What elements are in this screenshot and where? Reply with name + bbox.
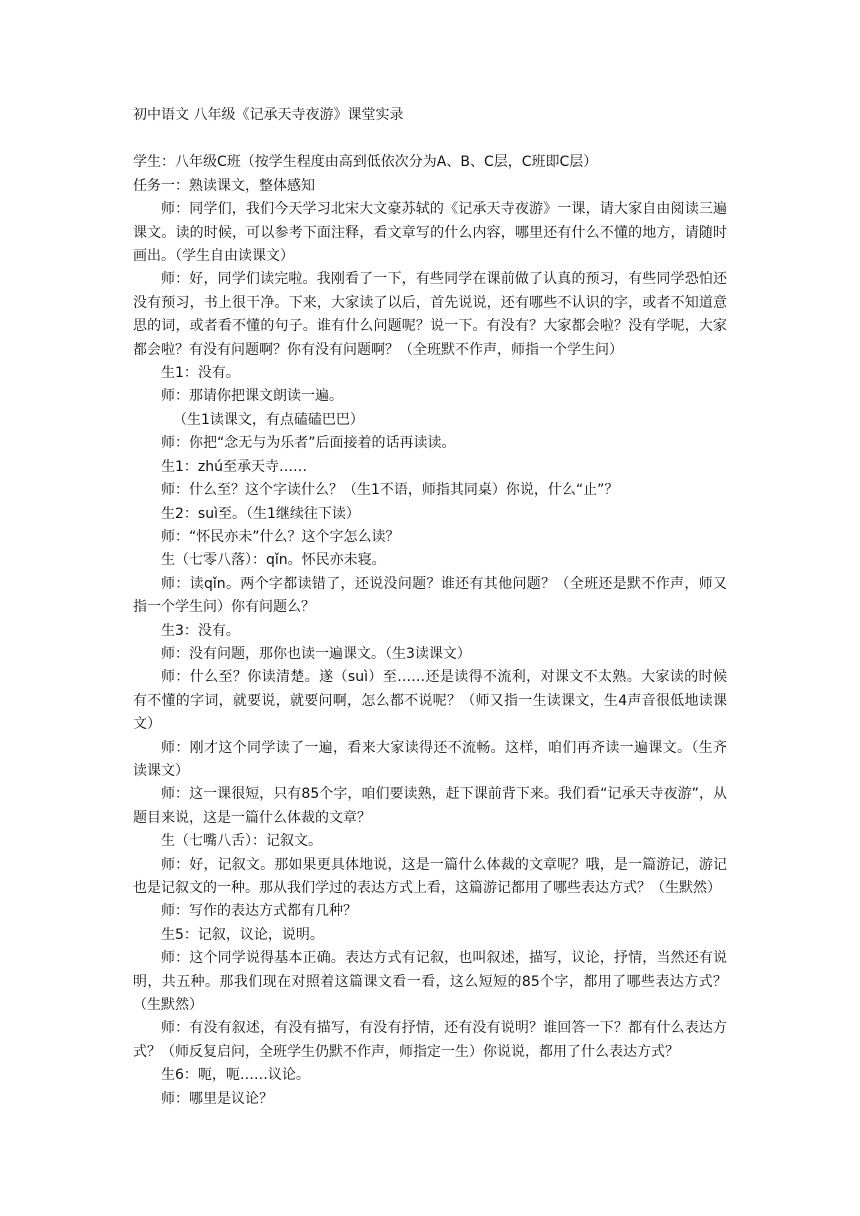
paragraph: 师：什么至？你读清楚。遂（suì）至……还是读得不流利，对课文不太熟。大家读的时候有不懂的字词，就要说，就要问啊，怎么都不说呢？（师又指一生读课文，生4声音很低地读课文） (133, 669, 727, 733)
paragraph: 生5：记叙，议论，说明。 (161, 926, 324, 943)
stage-direction: （生1读课文，有点磕磕巴巴） (173, 411, 364, 428)
paragraph: 师：刚才这个同学读了一遍，看来大家读得还不流畅。这样，咱们再齐读一遍课文。（生齐读课文） (133, 739, 727, 779)
paragraph: 师：读qǐn。两个字都读错了，还说没问题？谁还有其他问题？（全班还是默不作声，师又指一个学生问）你有问题么？ (133, 575, 727, 616)
paragraph: 生3：没有。 (161, 622, 240, 639)
document-body (133, 104, 727, 1111)
document-title: 初中语文 八年级《记承天寺夜游》课堂实录 (133, 107, 404, 123)
paragraph: 师：这一课很短，只有85个字，咱们要读熟，赶下课前背下来。我们看“记承天寺夜游”，从题目来说，这是一篇什么体裁的文章？ (133, 786, 727, 826)
paragraph: 生1：zhú至承天寺…… (161, 458, 308, 475)
paragraph: 生（七嘴八舌）：记叙文。 (161, 833, 322, 850)
paragraph: 生（七零八落）：qǐn。怀民亦未寝。 (161, 552, 386, 569)
students-line: 学生：八年级C班（按学生程度由高到低依次分为A、B、C层，C班即C层） (133, 154, 598, 171)
paragraph: 师：好，记叙文。那如果更具体地说，这是一篇什么体裁的文章呢？哦，是一篇游记，游记也是记叙文的一种。那从我们学过的表达方式上看，这篇游记都用了哪些表达方式？（生默然） (133, 856, 727, 896)
task-heading: 任务一：熟读课文，整体感知 (133, 177, 315, 194)
paragraph: 生1：没有。 (161, 365, 240, 382)
paragraph: 师：那请你把课文朗读一遍。 (161, 388, 343, 405)
paragraph: 师：没有问题，那你也读一遍课文。（生3读课文） (161, 645, 471, 662)
paragraph: 师：同学们，我们今天学习北宋大文豪苏轼的《记承天寺夜游》一课，请大家自由阅读三遍课文。读的时候，可以参考下面注释，看文章写的什么内容，哪里还有什么不懂的地方，请随时画出。（学生自由读课文） (133, 201, 727, 265)
paragraph: 师：这个同学说得基本正确。表达方式有记叙，也叫叙述，描写，议论，抒情，当然还有说明，共五种。那我们现在对照着这篇课文看一看，这么短短的85个字，都用了哪些表达方式？（生默然） (133, 950, 727, 1014)
paragraph: 师：写作的表达方式都有几种？ (161, 903, 357, 920)
paragraph: 生2：suì至。（生1继续往下读） (161, 505, 360, 522)
paragraph: 师：好，同学们读完啦。我刚看了一下，有些同学在课前做了认真的预习，有些同学恐怕还没有预习，书上很干净。下来，大家读了以后，首先说说，还有哪些不认识的字，或者不知道意思的词，或者看不懂的句子。谁有什么问题呢？说一下。有没有？大家都会啦？没有学呢，大家都会啦？有没有问题啊？你有没有问题啊？（全班默不作声，师指一个学生问） (133, 271, 727, 358)
paragraph: 师：什么至？这个字读什么？（生1不语，师指其同桌）你说，什么“止”？ (161, 482, 619, 499)
paragraph: 师：有没有叙述，有没有描写，有没有抒情，还有没有说明？谁回答一下？都有什么表达方式？（师反复启问，全班学生仍默不作声，师指定一生）你说说，都用了什么表达方式？ (133, 1020, 727, 1060)
paragraph: 生6：呃，呃……议论。 (161, 1067, 310, 1084)
paragraph: 师：“怀民亦未”什么？这个字怎么读？ (161, 528, 400, 545)
paragraph: 师：你把“念无与为乐者”后面接着的话再读读。 (161, 435, 456, 452)
paragraph: 师：哪里是议论？ (161, 1090, 273, 1107)
